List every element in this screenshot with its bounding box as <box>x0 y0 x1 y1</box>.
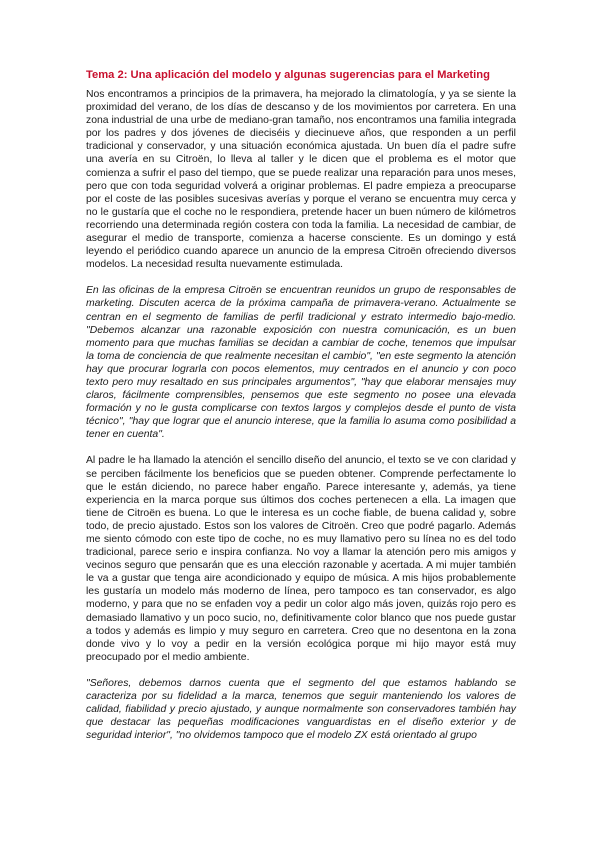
paragraph-spacer <box>86 664 516 677</box>
paragraph-marketing-meeting: En las oficinas de la empresa Citroën se encuentran reunidos un grupo de responsables de marketing. Discuten acerca de la próxima campaña de primavera-verano. Actualmente se centran en el segmento de familias de perfil tradicional y estrato intermedio bajo-medio. "Debemos alcanzar una razonable exposición con nuestra comunicación, es un buen momento para que muchas familias se decidan a cambiar de coche, tenemos que impulsar la toma de conciencia de que realmente necesitan el cambio", "en este segmento la atención hay que procurar lograrla con pocos elementos, muy centrados en el anuncio y con poco texto pero muy resaltado en sus principales argumentos", "hay que elaborar mensajes muy claros, fácilmente comprensibles, pensemos que este segmento no posee una elevada formación y no le gusta complicarse con textos largos y complejos desde el punto de vista técnico", "hay que lograr que el anuncio interese, que la familia lo asuma como posibilidad a tener en cuenta". <box>86 285 516 441</box>
paragraph-family-story: Nos encontramos a principios de la primavera, ha mejorado la climatología, y ya se siente la proximidad del verano, de los días de descanso y de los movimientos por carretera. En una zona industrial de una urbe de mediano-gran tamaño, nos encontramos una familia integrada por los padres y dos jóvenes de dieciséis y diecinueve años, que responden a un perfil tradicional y conservador, y una situación económica ajustada. Un buen día el padre sufre una avería en su Citroën, lo lleva al taller y le dicen que el problema es el motor que comienza a sufrir el paso del tiempo, que se puede realizar una reparación para unos meses, pero que con toda seguridad volverá a originar problemas. El padre empieza a preocuparse por el coste de las posibles sucesivas averías y porque el verano se encuentra muy cerca y no le gustaría que el coche no le respondiera, pretende hacer un buen número de kilómetros recorriendo una determinada región costera con toda la familia. La necesidad de cambiar, de asegurar el medio de transporte, comienza a hacerse consciente. Es un domingo y está leyendo el periódico cuando aparece un anuncio de la empresa Citroën ofreciendo diversos modelos. La necesidad resulta nuevamente estimulada. <box>86 89 516 271</box>
document-body <box>86 68 516 742</box>
paragraph-segment-quote: "Señores, debemos darnos cuenta que el segmento del que estamos hablando se caracteriza por su fidelidad a la marca, tenemos que seguir manteniendo los valores de calidad, fiabilidad y precio ajustado, y aunque normalmente son conservadores también hay que destacar las pequeñas modificaciones vanguardistas en el diseño exterior y de seguridad interior", "no olvidemos tampoco que el modelo ZX está orientado al grupo <box>86 677 516 742</box>
paragraph-spacer <box>86 271 516 284</box>
paragraph-father-decision: Al padre le ha llamado la atención el sencillo diseño del anuncio, el texto se ve con claridad y se perciben fácilmente los beneficios que se pueden obtener. Comprende perfectamente lo que le están diciendo, no parece haber engaño. Parece interesante y, además, ya tiene experiencia en la marca porque sus últimos dos coches pertenecen a ella. La imagen que tiene de Citroën es buena. Lo que le interesa es un coche fiable, de buena calidad y, sobre todo, de precio ajustado. Estos son los valores de Citroën. Creo que podré pagarlo. Además me siento cómodo con este tipo de coche, no es muy llamativo pero su línea no es del todo tradicional, parece serio e inspira confianza. No voy a llamar la atención pero mis amigos y vecinos seguro que pensarán que es una elección razonable y acertada. A mi mujer también le va a gustar que tenga aire acondicionado y equipo de música. A mis hijos probablemente les gustaría un modelo más moderno de línea, pero tampoco es tan conservador, es algo moderno, y para que no se enfaden voy a pedir un color algo más joven, quizás rojo pero es demasiado llamativo y un poco sucio, no, definitivamente color blanco que nos puede gustar a todos y además es limpio y muy seguro en carretera. Creo que no desentona en la zona donde vivo y lo voy a pedir en la versión ecológica porque mi hijo mayor está muy preocupado por el medio ambiente. <box>86 455 516 663</box>
section-title: Tema 2: Una aplicación del modelo y algunas sugerencias para el Marketing <box>86 69 490 81</box>
paragraph-spacer <box>86 441 516 454</box>
